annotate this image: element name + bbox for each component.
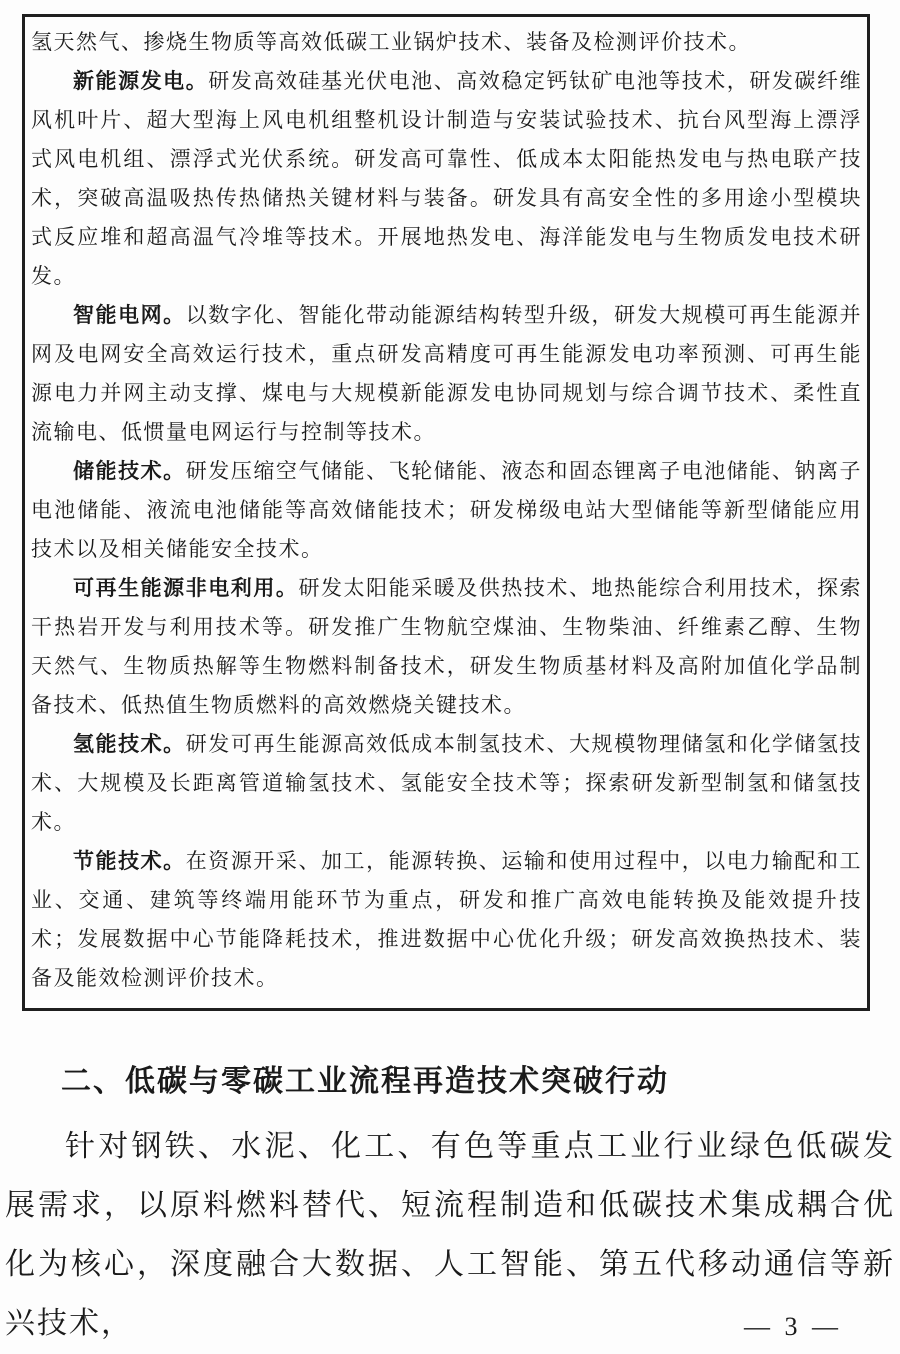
box-paragraph-energy-storage — [31, 452, 862, 569]
box-paragraph-text: 研发太阳能采暖及供热技术、地热能综合利用技术，探索干热岩开发与利用技术等。研发推广生物航空煤油、生物柴油、纤维素乙醇、生物天然气、生物质热解等生物燃料制备技术，研发生物质基材料及高附加值化学品制备技术、低热值生物质燃料的高效燃烧关键技术。 — [31, 576, 863, 717]
body-paragraph: 针对钢铁、水泥、化工、有色等重点工业行业绿色低碳发展需求，以原料燃料替代、短流程制造和低碳技术集成耦合优化为核心，深度融合大数据、人工智能、第五代移动通信等新兴技术， — [5, 1130, 895, 1340]
box-paragraph-text: 研发高效硅基光伏电池、高效稳定钙钛矿电池等技术，研发碳纤维风机叶片、超大型海上风电机组整机设计制造与安装试验技术、抗台风型海上漂浮式风电机组、漂浮式光伏系统。研发高可靠性、低成本太阳能热发电与热电联产技术，突破高温吸热传热储热关键材料与装备。研发具有高安全性的多用途小型模块式反应堆和超高温气冷堆等技术。开展地热发电、海洋能发电与生物质发电技术研发。 — [31, 69, 862, 288]
paragraph-lead: 新能源发电。 — [73, 70, 209, 93]
box-paragraph-hydrogen — [31, 725, 862, 842]
paragraph-lead: 可再生能源非电利用。 — [73, 577, 299, 600]
paragraph-lead: 节能技术。 — [73, 850, 186, 873]
box-paragraph-energy-saving — [31, 842, 862, 998]
section-heading: 二、低碳与零碳工业流程再造技术突破行动 — [61, 1065, 669, 1098]
box-paragraph-text: 研发可再生能源高效低成本制氢技术、大规模物理储氢和化学储氢技术、大规模及长距离管道输氢技术、氢能安全技术等；探索研发新型制氢和储氢技术。 — [31, 732, 863, 834]
box-paragraph-text: 在资源开采、加工，能源转换、运输和使用过程中，以电力输配和工业、交通、建筑等终端用能环节为重点，研发和推广高效电能转换及能效提升技术；发展数据中心节能降耗技术，推进数据中心优化升级；研发高效换热技术、装备及能效检测评价技术。 — [31, 849, 863, 990]
box-paragraph-renewable-non-electric — [31, 569, 862, 725]
paragraph-lead: 储能技术。 — [73, 460, 186, 483]
box-paragraph-smart-grid — [31, 296, 862, 452]
box-paragraph-text: 以数字化、智能化带动能源结构转型升级，研发大规模可再生能源并网及电网安全高效运行技术，重点研发高精度可再生能源发电功率预测、可再生能源电力并网主动支撑、煤电与大规模新能源发电协同规划与综合调节技术、柔性直流输电、低惯量电网运行与控制等技术。 — [31, 303, 863, 444]
page-number: — 3 — — [744, 1312, 842, 1341]
boxed-technology-section — [22, 14, 870, 1011]
paragraph-lead: 智能电网。 — [73, 304, 186, 327]
paragraph-lead: 氢能技术。 — [73, 733, 186, 756]
box-paragraph-new-energy-power — [31, 62, 862, 296]
box-paragraph-continuation — [31, 23, 862, 62]
box-paragraph-text: 研发压缩空气储能、飞轮储能、液态和固态锂离子电池储能、钠离子电池储能、液流电池储能等高效储能技术；研发梯级电站大型储能等新型储能应用技术以及相关储能安全技术。 — [31, 459, 863, 561]
box-paragraph-text: 氢天然气、掺烧生物质等高效低碳工业锅炉技术、装备及检测评价技术。 — [31, 30, 751, 54]
